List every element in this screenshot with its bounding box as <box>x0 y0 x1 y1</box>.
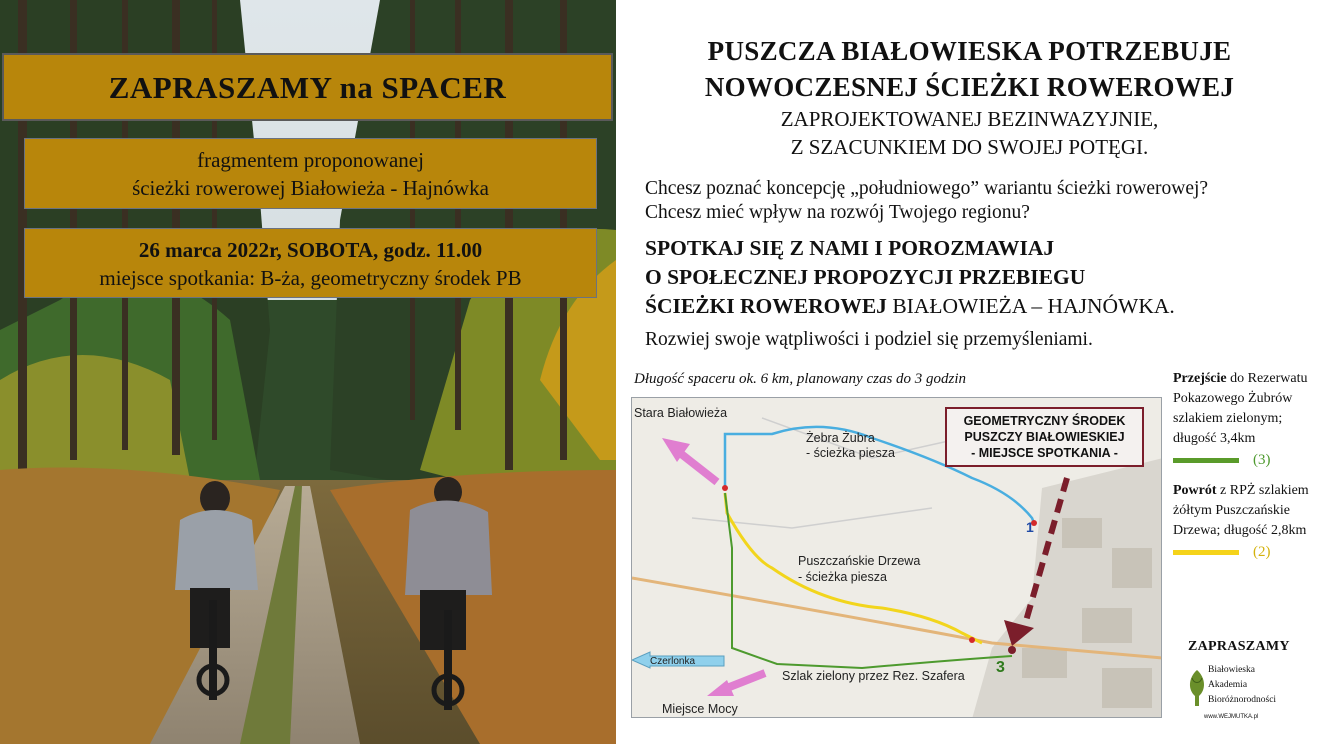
questions <box>645 177 1315 225</box>
question-1: Chcesz poznać koncepcję „południowego” wariantu ścieżki rowerowej? <box>645 178 1209 199</box>
banner-title: ZAPRASZAMY na SPACER <box>108 70 507 105</box>
logo-line3: Bioróżnorodności <box>1208 695 1277 705</box>
label-stara-bialowieza: Stara Białowieża <box>634 406 728 420</box>
logo-line2: Akademia <box>1208 680 1248 690</box>
doubts-text: Rozwiej swoje wątpliwości i podziel się przemyśleniami. <box>645 329 1093 350</box>
headline-line2: NOWOCZESNEJ ŚCIEŻKI ROWEROWEJ <box>704 72 1235 102</box>
legend-yellow-swatch <box>1173 550 1239 555</box>
meet-line1: SPOTKAJ SIĘ Z NAMI I POROZMAWIAJ <box>645 236 1055 260</box>
academy-logo <box>1186 662 1310 722</box>
logo-line1: Białowieska <box>1208 665 1255 675</box>
legend-green-num: (3) <box>1253 452 1271 468</box>
meet-line3-bold: ŚCIEŻKI ROWEROWEJ <box>645 294 887 318</box>
subtitle-banner <box>24 138 597 209</box>
label-czerlonka: Czerlonka <box>650 656 696 667</box>
banner-date: 26 marca 2022r, SOBOTA, godz. 11.00 <box>138 238 483 262</box>
label-puszcz-1: Puszczańskie Drzewa <box>798 554 921 568</box>
legend-green-swatch <box>1173 458 1239 463</box>
walk-info: Długość spaceru ok. 6 km, planowany czas do 3 godzin <box>634 371 967 387</box>
legend-yellow-bold: Powrót <box>1173 483 1217 498</box>
label-zebra-2: - ścieżka piesza <box>806 446 895 460</box>
meeting-point-box <box>945 407 1144 467</box>
meet-block <box>645 234 1315 321</box>
center-line3: - MIEJSCE SPOTKANIA - <box>971 446 1118 460</box>
banner-place: miejsce spotkania: B-ża, geometryczny środek PB <box>99 266 522 290</box>
legend-yellow-num: (2) <box>1253 544 1271 560</box>
center-line2: PUSZCZY BIAŁOWIESKIEJ <box>964 430 1125 444</box>
headline-line3: ZAPROJEKTOWANEJ BEZINWAZYJNIE, <box>780 107 1159 131</box>
legend-green-text: do Rezerwatu Pokazowego Żubrów szlakiem zielonym; długość 3,4km <box>1173 371 1308 446</box>
headline-line1: PUSZCZA BIAŁOWIESKA POTRZEBUJE <box>707 36 1232 66</box>
meet-line3-rest: BIAŁOWIEŻA – HAJNÓWKA. <box>886 294 1175 318</box>
legend-green <box>1173 369 1319 471</box>
banner-sub-line1: fragmentem proponowanej <box>197 148 424 172</box>
question-2: Chcesz mieć wpływ na rozwój Twojego regionu? <box>645 202 1030 223</box>
label-szlak-zielony: Szlak zielony przez Rez. Szafera <box>782 669 965 683</box>
center-line1: GEOMETRYCZNY ŚRODEK <box>963 414 1126 428</box>
headline <box>616 33 1323 161</box>
headline-line4: Z SZACUNKIEM DO SWOJEJ POTĘGI. <box>790 135 1149 159</box>
label-zebra-1: Żebra Żubra <box>806 431 875 445</box>
legend-yellow-text: z RPŻ szlakiem żółtym Puszczańskie Drzewa; długość 2,8km <box>1173 483 1309 538</box>
label-puszcz-2: - ścieżka piesza <box>798 570 887 584</box>
route-legend <box>1173 369 1319 567</box>
label-point-1: 1 <box>1026 519 1034 535</box>
legend-yellow <box>1173 481 1319 563</box>
tree-logo-icon <box>1186 668 1208 708</box>
legend-green-bold: Przejście <box>1173 371 1227 386</box>
invite-text: ZAPRASZAMY <box>1188 639 1290 654</box>
route-map <box>631 397 1162 718</box>
label-point-3: 3 <box>996 659 1005 676</box>
title-banner <box>2 53 613 121</box>
logo-website: www.WEJMUTKA.pl <box>1204 714 1259 720</box>
meet-line2: O SPOŁECZNEJ PROPOZYCJI PRZEBIEGU <box>645 265 1086 289</box>
banner-sub-line2: ścieżki rowerowej Białowieża - Hajnówka <box>132 176 489 200</box>
label-miejsce-mocy: Miejsce Mocy <box>662 702 738 716</box>
date-banner <box>24 228 597 298</box>
